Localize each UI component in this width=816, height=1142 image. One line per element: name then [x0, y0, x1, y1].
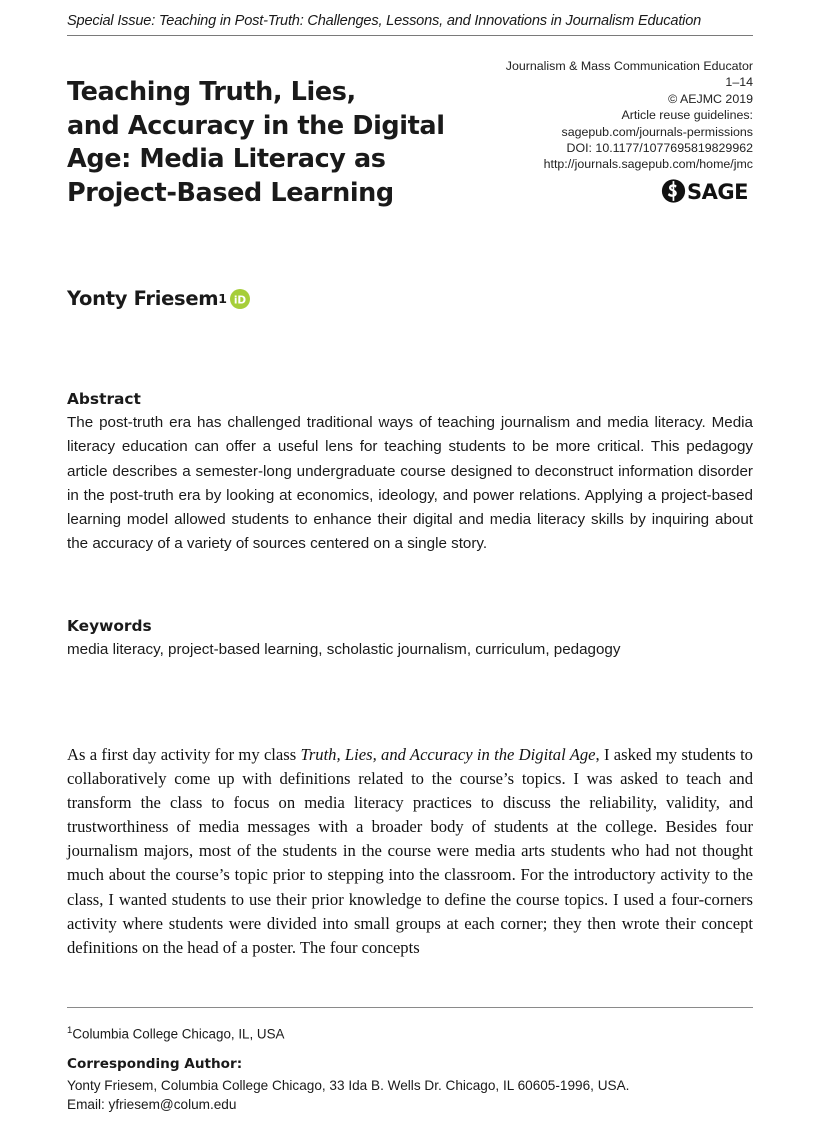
- title-block: [67, 76, 487, 210]
- body-paragraph: [67, 743, 753, 960]
- reuse-guidelines-link[interactable]: sagepub.com/journals-permissions: [561, 124, 753, 139]
- author-affiliation-note: [67, 1022, 753, 1043]
- abstract-text: The post-truth era has challenged traditional ways of teaching journalism and media literacy. Media literacy education can offer a useful lens for teaching students to be more critical. This pedagogy article describes a semester-long undergraduate course designed to deconstruct information disorder in the post-truth era by looking at economics, ideology, and power relations. Applying a project-based learning model allowed students to enhance their digital and media literacy skills by inquiring about the accuracy of a variety of sources centered on a single story.: [67, 414, 753, 553]
- sage-logo: [661, 178, 753, 204]
- author-block: [67, 287, 250, 310]
- svg-text:iD: iD: [233, 293, 247, 306]
- title-line-2: and Accuracy in the Digital: [67, 110, 445, 141]
- body-text-part-1: As a first day activity for my class: [67, 745, 301, 764]
- abstract-section: [67, 390, 753, 557]
- corresponding-author-email[interactable]: Email: yfriesem@colum.edu: [67, 1097, 237, 1113]
- keywords-heading: Keywords: [67, 617, 152, 635]
- journal-home-link[interactable]: http://journals.sagepub.com/home/jmc: [543, 157, 753, 172]
- abstract-heading: Abstract: [67, 390, 141, 408]
- journal-name: Journalism & Mass Communication Educator: [505, 59, 753, 73]
- footnote-separator-rule: [67, 1007, 753, 1008]
- course-title-italic: Truth, Lies, and Accuracy in the Digital Age: [300, 745, 596, 764]
- title-line-3: Age: Media Literacy as: [67, 144, 386, 174]
- title-line-1: Teaching Truth, Lies,: [67, 77, 356, 107]
- author-name: Yonty Friesem: [67, 287, 219, 310]
- page-range: 1–14: [725, 75, 753, 90]
- title-line-4: Project-Based Learning: [67, 177, 394, 208]
- keywords-section: [67, 617, 753, 662]
- body-section: [67, 743, 753, 960]
- sage-logo-icon: [661, 178, 753, 204]
- doi-line[interactable]: DOI: 10.1177/1077695819829962: [566, 141, 753, 156]
- reuse-guidelines-label: Article reuse guidelines:: [621, 108, 753, 123]
- copyright-line: © AEJMC 2019: [668, 91, 753, 106]
- body-text-part-2: , I asked my students to collaboratively come up with definitions related to the course’s topics. I was asked to teach and transform the class to focus on media literacy practices to discuss the reliability, validity, and trustworthiness of media messages with a broader body of students at the college. Besides four journalism majors, most of the students in the course were media arts students who had not thought much about the course’s topic prior to stepping into the classroom. For the introductory activity to the class, I wanted students to use their prior knowledge to define the course topics. I used a four-corners activity where students were divided into small groups at each corner; they then wrote their concept definitions on the head of a poster. The four concepts: [67, 745, 753, 957]
- running-head-rule: [67, 35, 753, 36]
- keywords-list: media literacy, project-based learning, scholastic journalism, curriculum, pedagogy: [67, 641, 621, 658]
- journal-metadata: [478, 58, 753, 173]
- affiliation-text: Columbia College Chicago, IL, USA: [72, 1026, 285, 1042]
- author-affiliation-marker: 1: [218, 291, 227, 306]
- corresponding-author-heading: Corresponding Author:: [67, 1056, 243, 1072]
- orcid-id-icon[interactable]: [230, 289, 250, 309]
- running-head: [67, 12, 753, 36]
- corresponding-author-block: [67, 1055, 753, 1115]
- running-head-text: Special Issue: Teaching in Post-Truth: Challenges, Lessons, and Innovations in Journalism Education: [67, 13, 702, 29]
- corresponding-author-address: Yonty Friesem, Columbia College Chicago, 33 Ida B. Wells Dr. Chicago, IL 60605-1996, USA.: [67, 1077, 630, 1093]
- page-title: [67, 76, 487, 210]
- svg-text:SAGE: SAGE: [687, 180, 748, 204]
- affiliation-marker: 1: [67, 1025, 73, 1036]
